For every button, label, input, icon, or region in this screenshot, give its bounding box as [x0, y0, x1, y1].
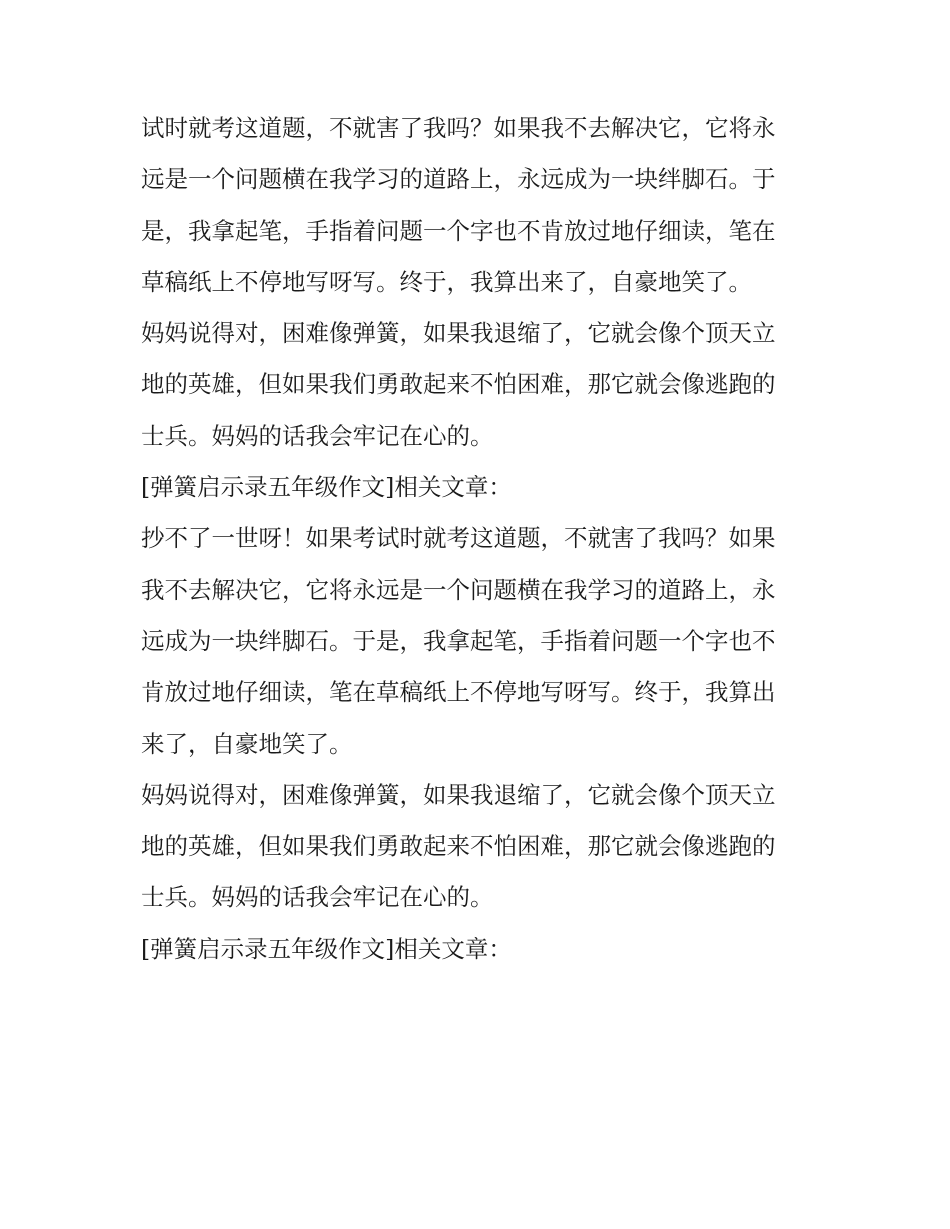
text-line: 远是一个问题横在我学习的道路上，永远成为一块绊脚石。于: [141, 165, 776, 194]
text-line: [弹簧启示录五年级作文]相关文章：: [141, 473, 512, 502]
text-line: 试时就考这道题，不就害了我吗？如果我不去解决它，它将永: [141, 114, 776, 142]
text-line: 是，我拿起笔，手指着问题一个字也不肯放过地仔细读，笔在: [141, 216, 776, 245]
text-line: 我不去解决它，它将永远是一个问题横在我学习的道路上，永: [141, 575, 776, 604]
text-line: 地的英雄，但如果我们勇敢起来不怕困难，那它就会像逃跑的: [141, 370, 776, 399]
text-line: 妈妈说得对，困难像弹簧，如果我退缩了，它就会像个顶天立: [141, 780, 776, 809]
paragraph-copying-story: [141, 513, 813, 769]
related-articles-heading-repeat: [141, 924, 813, 975]
text-line: 草稿纸上不停地写呀写。终于，我算出来了，自豪地笑了。: [141, 267, 752, 296]
text-line: 远成为一块绊脚石。于是，我拿起笔，手指着问题一个字也不: [141, 626, 776, 655]
document-body: [141, 103, 813, 975]
text-line: 士兵。妈妈的话我会牢记在心的。: [141, 421, 494, 450]
text-line: 抄不了一世呀！如果考试时就考这道题，不就害了我吗？如果: [141, 524, 776, 553]
paragraph-solution-story: [141, 103, 813, 308]
text-line: 地的英雄，但如果我们勇敢起来不怕困难，那它就会像逃跑的: [141, 832, 776, 861]
text-line: 妈妈说得对，困难像弹簧，如果我退缩了，它就会像个顶天立: [141, 319, 776, 348]
text-line: 肯放过地仔细读，笔在草稿纸上不停地写呀写。终于，我算出: [141, 678, 776, 707]
text-line: [弹簧启示录五年级作文]相关文章：: [141, 934, 512, 963]
related-articles-heading: [141, 462, 813, 513]
paragraph-mother-advice: [141, 308, 813, 462]
text-line: 来了，自豪地笑了。: [141, 729, 353, 758]
text-line: 士兵。妈妈的话我会牢记在心的。: [141, 883, 494, 912]
paragraph-mother-advice-repeat: [141, 770, 813, 924]
